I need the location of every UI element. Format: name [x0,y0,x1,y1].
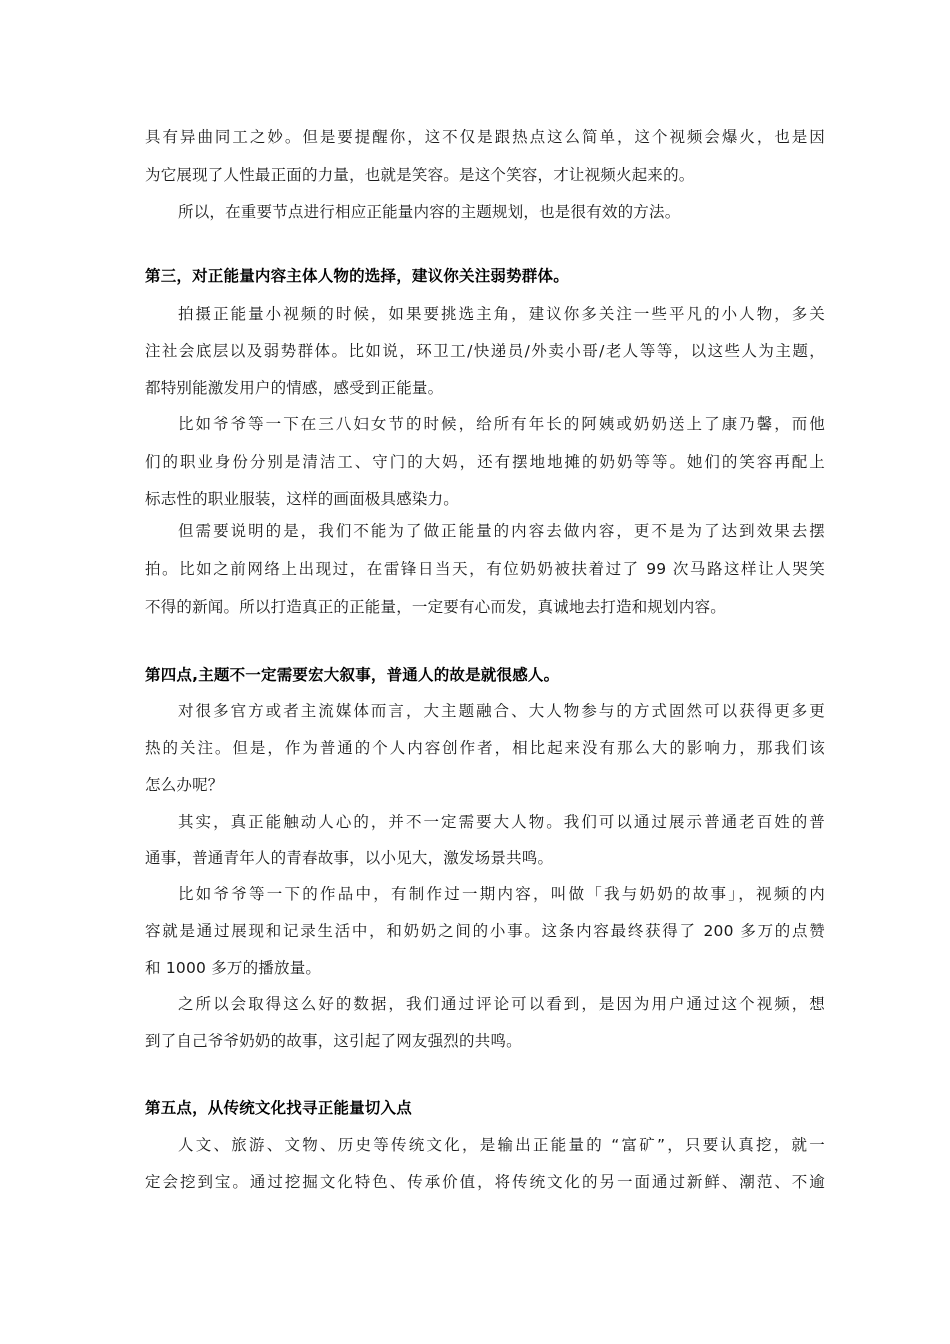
text-line: 热的关注。但是，作为普通的个人内容创作者，相比起来没有那么大的影响力，那我们该 [145,739,825,757]
text-line: 对很多官方或者主流媒体而言，大主题融合、大人物参与的方式固然可以获得更多更 [178,702,825,720]
section-heading: 第五点，从传统文化找寻正能量切入点 [145,1099,412,1117]
text-line: 拍摄正能量小视频的时候，如果要挑选主角，建议你多关注一些平凡的小人物，多关 [178,305,825,323]
text-line: 人文、旅游、文物、历史等传统文化，是输出正能量的 “富矿”，只要认真挖，就一 [178,1136,825,1154]
text-line: 们的职业身份分别是清洁工、守门的大妈，还有摆地地摊的奶奶等等。她们的笑容再配上 [145,453,825,471]
text-line: 标志性的职业服装，这样的画面极具感染力。 [145,490,460,508]
text-line: 不得的新闻。所以打造真正的正能量，一定要有心而发，真诚地去打造和规划内容。 [145,598,726,616]
text-line: 比如爷爷等一下在三八妇女节的时候，给所有年长的阿姨或奶奶送上了康乃馨，而他 [178,415,825,433]
text-line: 所以，在重要节点进行相应正能量内容的主题规划，也是很有效的方法。 [178,203,681,221]
text-line: 和 1000 多万的播放量。 [145,959,322,977]
text-line: 都特别能激发用户的情感，感受到正能量。 [145,379,444,397]
section-heading: 第三，对正能量内容主体人物的选择，建议你关注弱势群体。 [145,267,569,285]
text-line: 到了自己爷爷奶奶的故事，这引起了网友强烈的共鸣。 [145,1032,522,1050]
text-line: 其实，真正能触动人心的，并不一定需要大人物。我们可以通过展示普通老百姓的普 [178,813,825,831]
text-line: 怎么办呢？ [145,776,224,794]
text-line: 比如爷爷等一下的作品中，有制作过一期内容，叫做「我与奶奶的故事」，视频的内 [178,885,825,903]
text-line: 通事，普通青年人的青春故事，以小见大，激发场景共鸣。 [145,849,554,867]
text-line: 拍。比如之前网络上出现过，在雷锋日当天，有位奶奶被扶着过了 99 次马路这样让人哭笑 [145,560,825,578]
text-line: 容就是通过展现和记录生活中，和奶奶之间的小事。这条内容最终获得了 200 多万的点赞 [145,922,825,940]
text-line: 具有异曲同工之妙。但是要提醒你，这不仅是跟热点这么简单，这个视频会爆火，也是因 [145,128,825,146]
text-line: 注社会底层以及弱势群体。比如说，环卫工/快递员/外卖小哥/老人等等，以这些人为主题， [145,342,825,360]
text-line: 之所以会取得这么好的数据，我们通过评论可以看到，是因为用户通过这个视频，想 [178,995,825,1013]
text-line: 为它展现了人性最正面的力量，也就是笑容。是这个笑容，才让视频火起来的。 [145,166,695,184]
text-line: 定会挖到宝。通过挖掘文化特色、传承价值，将传统文化的另一面通过新鲜、潮范、不逾 [145,1173,825,1191]
section-heading: 第四点,主题不一定需要宏大叙事，普通人的故是就很感人。 [145,666,560,684]
text-line: 但需要说明的是，我们不能为了做正能量的内容去做内容，更不是为了达到效果去摆 [178,522,825,540]
